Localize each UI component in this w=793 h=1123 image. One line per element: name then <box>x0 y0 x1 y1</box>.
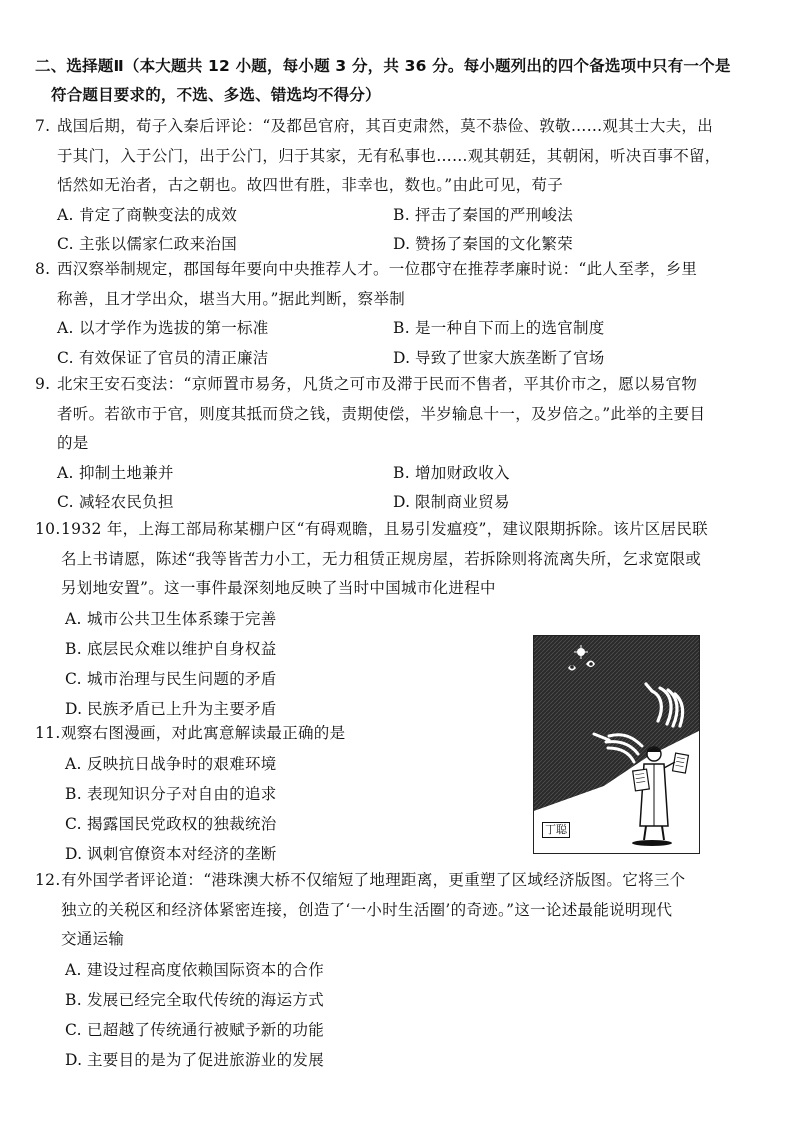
question-text-line: 恬然如无治者，古之朝也。故四世有胜，非幸也，数也。”由此可见，荀子 <box>57 176 564 194</box>
question-stem <box>35 370 740 400</box>
question-text-line: 北宋王安石变法：“京师置市易务，凡货之可市及滞于民而不售者，平其价市之，愿以易官物 <box>57 375 698 393</box>
question-number: 9. <box>35 375 51 393</box>
cartoon-signature: 丁聪 <box>542 822 570 838</box>
cartoon-drawing <box>534 636 699 853</box>
option-a[interactable]: A. 建设过程高度依赖国际资本的合作 <box>65 960 325 979</box>
option-d[interactable]: D. 赞扬了秦国的文化繁荣 <box>393 235 574 253</box>
question-text-line: 于其门，入于公门，出于公门，归于其家，无有私事也……观其朝廷，其朝闲，听决百事不留， <box>57 146 721 165</box>
question-stem <box>35 515 740 545</box>
question-text-line: 独立的关税区和经济体紧密连接，创造了‘一小时生活圈’的奇迹。”这一论述最能说明现代 <box>61 900 673 919</box>
cartoon-image <box>533 635 700 854</box>
option-c[interactable]: C. 减轻农民负担 <box>57 493 174 511</box>
options <box>35 314 740 373</box>
option-b[interactable]: B. 底层民众难以维护自身权益 <box>65 639 277 658</box>
question-stem <box>35 866 740 896</box>
option-b[interactable]: B. 是一种自下而上的选官制度 <box>393 319 605 337</box>
option-b[interactable]: B. 发展已经完全取代传统的海运方式 <box>65 990 325 1009</box>
option-d[interactable]: D. 讽刺官僚资本对经济的垄断 <box>65 845 277 864</box>
option-a[interactable]: A. 城市公共卫生体系臻于完善 <box>65 609 277 628</box>
question-text-line: 西汉察举制规定，郡国每年要向中央推荐人才。一位郡守在推荐孝廉时说：“此人至孝，乡里 <box>57 260 698 278</box>
section-header-line2: 符合题目要求的，不选、多选、错选均不得分） <box>51 86 381 104</box>
section-header <box>35 52 735 110</box>
question-number: 10. <box>35 520 61 538</box>
question-text-line: 交通运输 <box>61 930 125 948</box>
question-number: 11. <box>35 724 61 742</box>
question-text-line: 的是 <box>57 434 89 452</box>
question-number: 7. <box>35 117 51 135</box>
question-text-line: 有外国学者评论道：“港珠澳大桥不仅缩短了地理距离，更重塑了区域经济版图。它将三个 <box>61 871 686 889</box>
question-text-line: 战国后期，荀子入秦后评论：“及都邑官府，其百吏肃然，莫不恭俭、敦敬……观其士大夫，出 <box>57 117 714 135</box>
option-b[interactable]: B. 表现知识分子对自由的追求 <box>65 784 277 803</box>
options <box>35 459 740 518</box>
question-text-line: 另划地安置”。这一事件最深刻地反映了当时中国城市化进程中 <box>61 579 496 597</box>
question-12 <box>35 866 740 1075</box>
question-8 <box>35 255 740 373</box>
option-d[interactable]: D. 民族矛盾已上升为主要矛盾 <box>65 700 277 719</box>
option-b[interactable]: B. 抨击了秦国的严刑峻法 <box>393 205 574 224</box>
question-text-line: 1932 年，上海工部局称某棚户区“有碍观瞻，且易引发瘟疫”，建议限期拆除。该片区居民联 <box>61 520 708 538</box>
option-d[interactable]: D. 限制商业贸易 <box>393 493 510 511</box>
question-text-line: 称善，且才学出众，堪当大用。”据此判断，察举制 <box>57 289 406 308</box>
options <box>35 955 740 1076</box>
option-d[interactable]: D. 导致了世家大族垄断了官场 <box>393 348 605 367</box>
question-stem <box>35 255 740 285</box>
question-7 <box>35 112 740 260</box>
option-c[interactable]: C. 有效保证了官员的清正廉洁 <box>57 348 269 367</box>
option-a[interactable]: A. 抑制土地兼并 <box>57 463 174 482</box>
option-c[interactable]: C. 主张以儒家仁政来治国 <box>57 235 238 253</box>
option-c[interactable]: C. 城市治理与民生问题的矛盾 <box>65 669 277 688</box>
option-c[interactable]: C. 揭露国民党政权的独裁统治 <box>65 814 277 833</box>
option-a[interactable]: A. 反映抗日战争时的艰难环境 <box>65 754 277 773</box>
question-9 <box>35 370 740 518</box>
options <box>35 749 505 870</box>
options <box>35 201 740 260</box>
option-b[interactable]: B. 增加财政收入 <box>393 463 510 482</box>
question-number: 8. <box>35 260 51 278</box>
option-d[interactable]: D. 主要目的是为了促进旅游业的发展 <box>65 1051 325 1070</box>
question-text-line: 名上书请愿，陈述“我等皆苦力小工，无力租赁正规房屋，若拆除则将流离失所，乞求宽限或 <box>61 549 702 568</box>
question-text-line: 者听。若欲市于官，则度其抵而贷之钱，责期使偿，半岁输息十一，及岁倍之。”此举的主要目 <box>57 404 706 423</box>
option-c[interactable]: C. 已超越了传统通行被赋予新的功能 <box>65 1020 325 1039</box>
option-a[interactable]: A. 以才学作为选拔的第一标准 <box>57 319 269 337</box>
question-text-line: 观察右图漫画，对此寓意解读最正确的是 <box>61 724 346 742</box>
question-number: 12. <box>35 871 61 889</box>
question-stem <box>35 112 740 142</box>
section-header-line1: 二、选择题Ⅱ（本大题共 12 小题，每小题 3 分，共 36 分。每小题列出的四个备选项中只有一个是 <box>35 57 731 75</box>
question-stem <box>35 719 505 749</box>
question-11 <box>35 719 505 869</box>
option-a[interactable]: A. 肯定了商鞅变法的成效 <box>57 205 238 224</box>
